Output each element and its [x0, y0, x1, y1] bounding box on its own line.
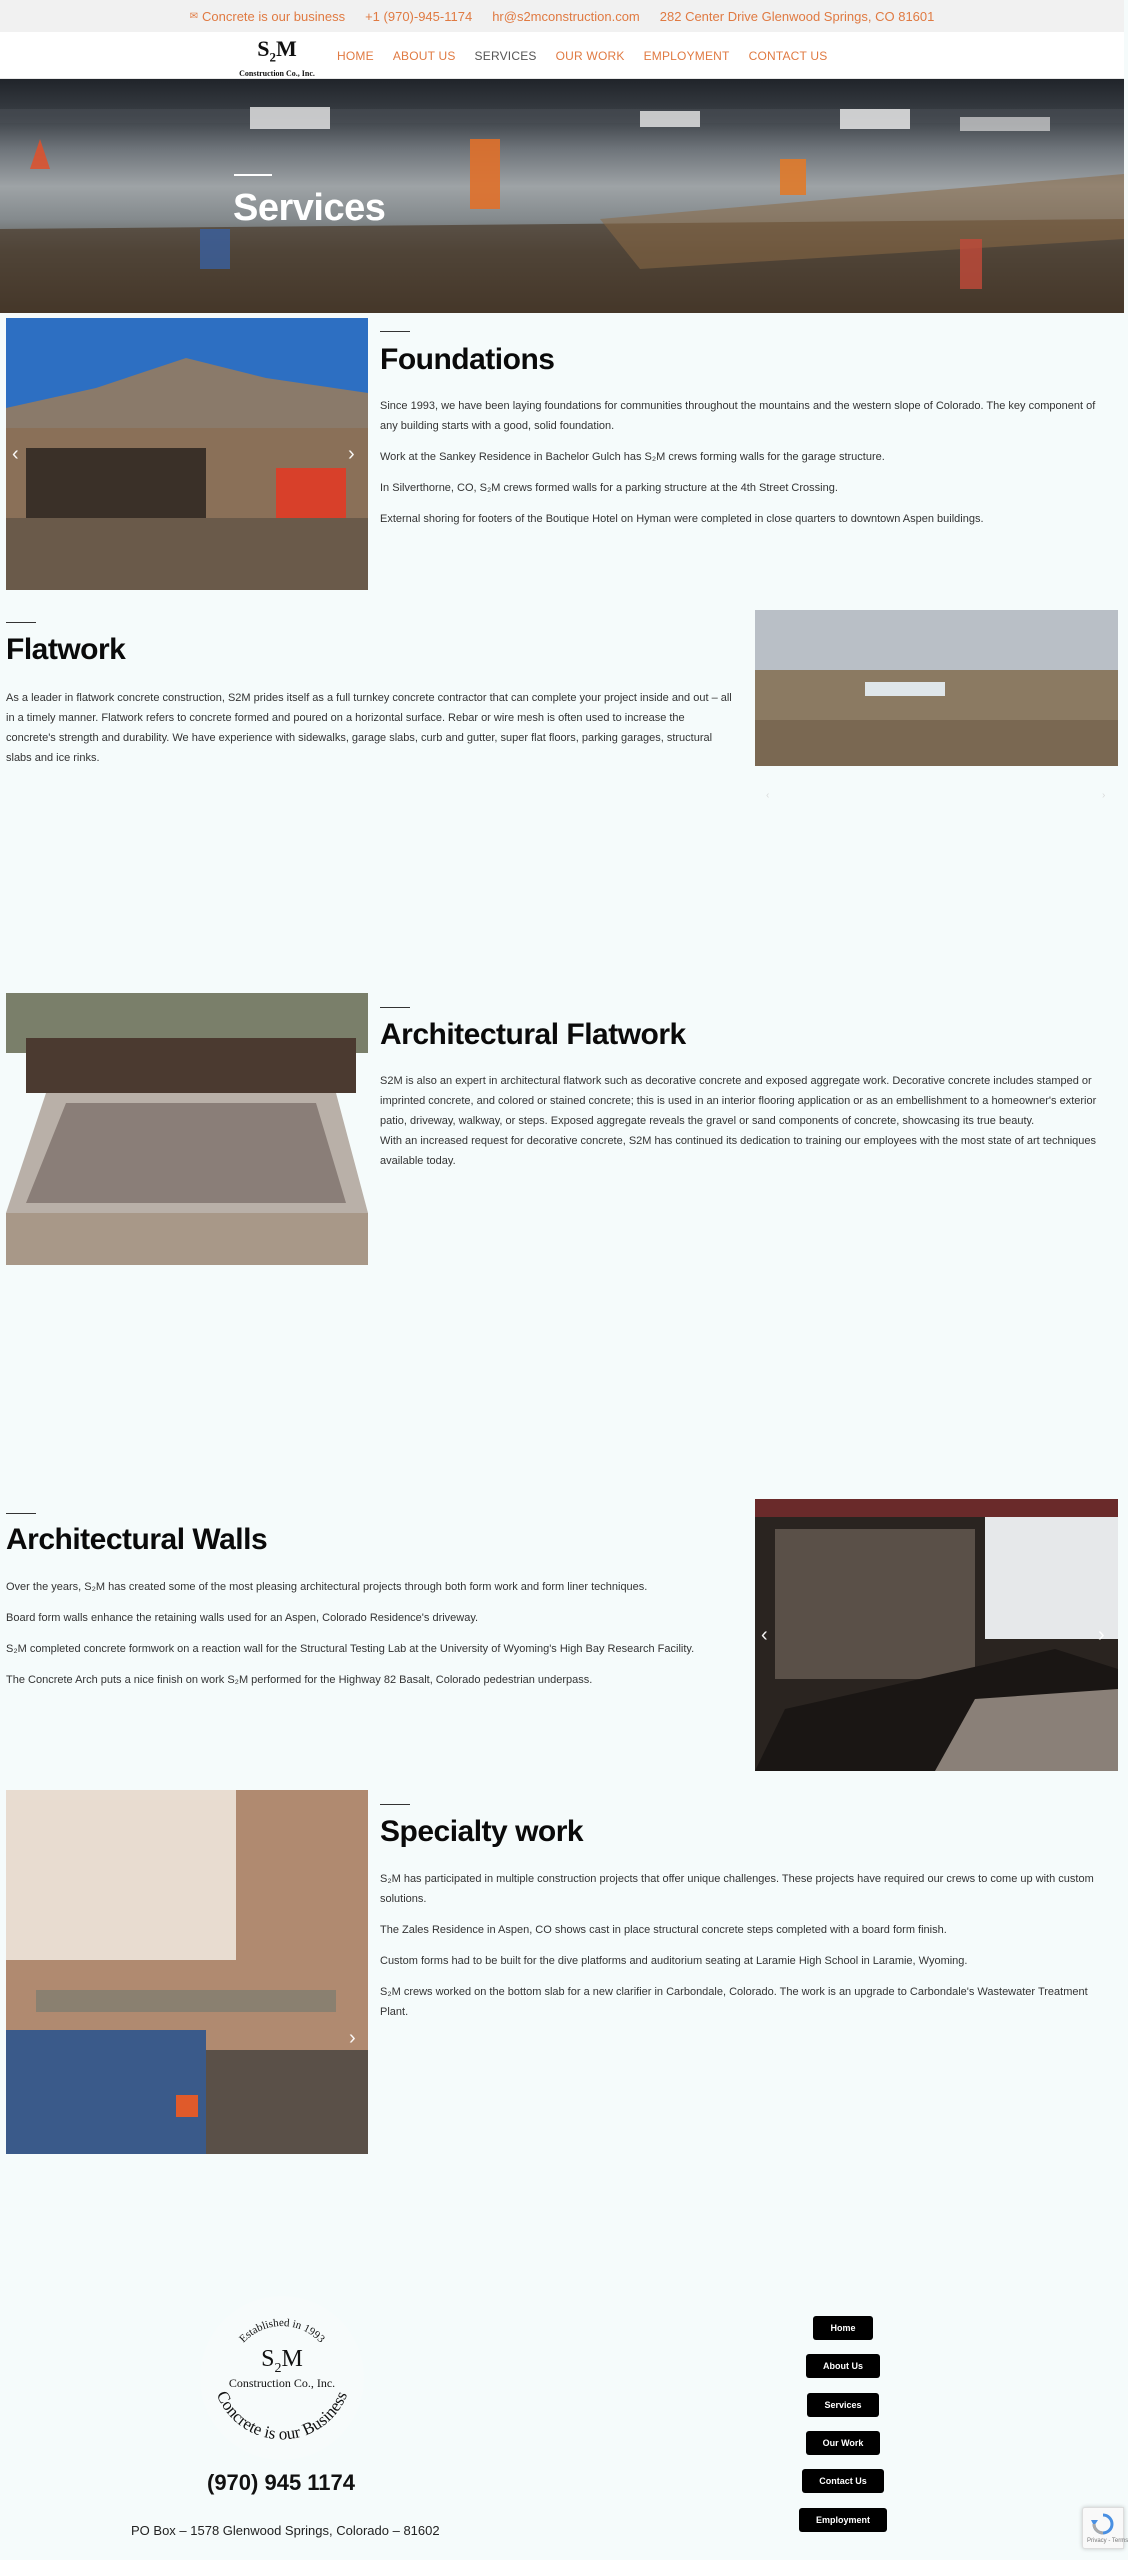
hero-construction-photo — [0, 79, 1124, 313]
recaptcha-icon — [1089, 2512, 1117, 2536]
flatwork-p1: As a leader in flatwork concrete construction, S2M prides itself as a full turnkey concrete contractor that can complete your project inside and out – all in a timely manner. Flatwork refers to concrete formed and poured on a horizontal surface. Rebar or wire mesh is often used to increase the concrete's strength and durability. We have experience with sidewalks, garage slabs, curb and gutter, super flat floors, parking garages, structural slabs and ice rinks. — [6, 692, 732, 764]
hero-banner — [0, 79, 1124, 313]
foundations-p4: External shoring for footers of the Boutique Hotel on Hyman were completed in close quarters to downtown Aspen buildings. — [380, 513, 984, 525]
flatwork-photo — [755, 610, 1118, 766]
page-title: Services — [233, 187, 386, 229]
foundations-text — [380, 396, 1110, 540]
specialty-p4: S₂M crews worked on the bottom slab for a new clarifier in Carbondale, Colorado. The work is an upgrade to Carbondale's Wastewater Treatment Plant. — [380, 1986, 1088, 2018]
company-seal — [200, 2296, 364, 2460]
foundations-carousel[interactable] — [6, 318, 368, 590]
envelope-icon: ✉ — [189, 10, 199, 22]
foundations-title: Foundations — [380, 343, 555, 376]
nav-employment[interactable]: EMPLOYMENT — [643, 48, 730, 63]
topbar-address: 282 Center Drive Glenwood Springs, CO 81601 — [659, 8, 935, 24]
foundations-p1: Since 1993, we have been laying foundations for communities throughout the mountains and the western slope of Colorado. The key component of any building starts with a good, solid foundation. — [380, 400, 1096, 432]
footer-services-button[interactable]: Services — [807, 2393, 879, 2417]
specialty-title: Specialty work — [380, 1815, 584, 1848]
specialty-divider — [380, 1804, 410, 1805]
chevron-right-icon[interactable]: › — [1098, 1624, 1105, 1646]
flatwork-text — [6, 688, 736, 779]
seal-top-text: Established in 1993 — [237, 2316, 327, 2346]
seal-subtitle: Construction Co., Inc. — [228, 2376, 336, 2390]
tagline — [190, 9, 345, 24]
specialty-p1: S₂M has participated in multiple construction projects that offer unique challenges. These projects have required our crews to come up with custom solutions. — [380, 1873, 1094, 1905]
arch-flatwork-divider — [380, 1007, 410, 1008]
footer-employment-button[interactable]: Employment — [799, 2508, 887, 2532]
foundations-p2: Work at the Sankey Residence in Bachelor Gulch has S₂M crews forming walls for the garage structure. — [380, 451, 885, 463]
topbar-phone-link[interactable]: +1 (970)-945-1174 — [365, 8, 473, 24]
flatwork-divider — [6, 622, 36, 623]
chevron-left-icon[interactable]: ‹ — [12, 443, 19, 465]
foundations-p3: In Silverthorne, CO, S₂M crews formed walls for a parking structure at the 4th Street Crossing. — [380, 482, 838, 494]
footer-address: PO Box – 1578 Glenwood Springs, Colorado – 81602 — [131, 2523, 440, 2538]
nav-services[interactable]: SERVICES — [474, 48, 537, 63]
specialty-p3: Custom forms had to be built for the dive platforms and auditorium seating at Laramie High School in Laramie, Wyoming. — [380, 1955, 968, 1967]
arch-walls-p4: The Concrete Arch puts a nice finish on work S₂M performed for the Highway 82 Basalt, Colorado pedestrian underpass. — [6, 1674, 593, 1686]
specialty-carousel[interactable] — [6, 1790, 368, 2154]
arch-flatwork-text — [380, 1071, 1112, 1182]
foundations-divider — [380, 331, 410, 332]
specialty-photo — [6, 1790, 368, 2154]
carousel-indicator-left: ‹ — [766, 790, 770, 801]
nav-our-work[interactable]: OUR WORK — [555, 48, 625, 63]
arch-walls-divider — [6, 1513, 36, 1514]
chevron-right-icon[interactable]: › — [348, 443, 355, 465]
top-contact-bar — [0, 0, 1124, 32]
seal-wordmark: $S_2M$ — [261, 2346, 303, 2376]
topbar-email-link[interactable]: hr@s2mconstruction.com — [492, 8, 640, 24]
carousel-indicator-right: › — [1102, 790, 1106, 801]
arch-flatwork-title: Architectural Flatwork — [380, 1018, 686, 1051]
footer-contact-us-button[interactable]: Contact Us — [802, 2469, 884, 2493]
chevron-right-icon[interactable]: › — [349, 2027, 356, 2049]
specialty-p2: The Zales Residence in Aspen, CO shows cast in place structural concrete steps completed with a board form finish. — [380, 1924, 947, 1936]
flatwork-carousel[interactable] — [755, 610, 1118, 766]
specialty-text — [380, 1869, 1112, 2033]
footer-home-button[interactable]: Home — [813, 2316, 873, 2340]
arch-flatwork-photo — [6, 993, 368, 1265]
arch-walls-p2: Board form walls enhance the retaining walls used for an Aspen, Colorado Residence's driveway. — [6, 1612, 479, 1624]
tagline-text: Concrete is our business — [202, 8, 346, 24]
hero-divider — [234, 174, 272, 176]
recaptcha-badge[interactable] — [1082, 2507, 1128, 2549]
flatwork-title: Flatwork — [6, 633, 126, 666]
main-navbar — [0, 32, 1124, 79]
recaptcha-label: Privacy - Terms — [1087, 2538, 1128, 2544]
nav-menu — [337, 32, 827, 79]
arch-walls-title: Architectural Walls — [6, 1523, 268, 1556]
footer-phone[interactable]: (970) 945 1174 — [207, 2470, 356, 2495]
foundations-photo — [6, 318, 368, 590]
nav-about-us[interactable]: ABOUT US — [392, 48, 456, 63]
nav-contact-us[interactable]: CONTACT US — [748, 48, 828, 63]
arch-flatwork-p1: S2M is also an expert in architectural flatwork such as decorative concrete and exposed aggregate work. Decorative concrete includes stamped or imprinted concrete, and colored or stained concrete; this is used in an interior flooring application or as an embellishment to a homeowner's exterior patio, driveway, walkway, or steps. Exposed aggregate reveals the gravel or sand components of concrete, showcasing its true beauty. — [380, 1075, 1097, 1127]
arch-walls-p3: S₂M completed concrete formwork on a reaction wall for the Structural Testing Lab at the University of Wyoming's High Bay Research Facility. — [6, 1643, 695, 1655]
footer-about-us-button[interactable]: About Us — [806, 2354, 880, 2378]
arch-walls-carousel[interactable] — [755, 1499, 1118, 1771]
logo-wordmark: $S_2M$ — [257, 36, 297, 65]
arch-walls-text — [6, 1577, 736, 1701]
footer-our-work-button[interactable]: Our Work — [806, 2431, 880, 2455]
logo-subtitle: Construction Co., Inc. — [239, 69, 315, 79]
arch-flatwork-p2: With an increased request for decorative concrete, S2M has continued its dedication to training our employees with the most state of art techniques available today. — [380, 1135, 1096, 1167]
seal-bottom-text: Concrete is our Business — [212, 2387, 352, 2444]
nav-home[interactable]: HOME — [337, 48, 374, 63]
arch-flatwork-carousel[interactable] — [6, 993, 368, 1265]
arch-walls-p1: Over the years, S₂M has created some of the most pleasing architectural projects through both form work and form liner techniques. — [6, 1581, 648, 1593]
company-logo[interactable] — [232, 36, 322, 79]
chevron-left-icon[interactable]: ‹ — [761, 1624, 768, 1646]
arch-walls-photo — [755, 1499, 1118, 1771]
